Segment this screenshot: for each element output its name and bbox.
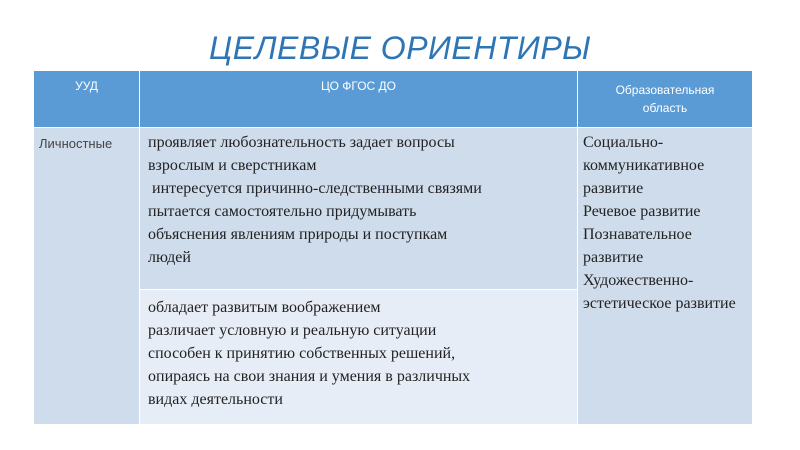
- header-uud: УУД: [34, 71, 140, 128]
- header-fgos: ЦО ФГОС ДО: [140, 71, 578, 128]
- fgos-line: опираясь на свои знания и умения в различных: [148, 368, 471, 385]
- header-area: Образовательная область: [578, 71, 753, 128]
- table-header-row: [34, 71, 753, 128]
- fgos-line: видах деятельности: [148, 391, 283, 408]
- targets-table: [33, 70, 753, 425]
- area-item: Социально-коммуникативное развитие: [583, 134, 705, 197]
- area-item: Речевое развитие: [583, 203, 701, 220]
- fgos-line: взрослым и сверстникам: [148, 157, 317, 174]
- fgos-line: проявляет любознательность задает вопросы: [148, 134, 455, 151]
- area-item: Художественно-эстетическое развитие: [583, 272, 736, 312]
- table-row: [34, 128, 753, 290]
- fgos-cell-1: [140, 128, 578, 290]
- fgos-line: интересуется причинно-следственными связями: [148, 180, 482, 197]
- fgos-line: пытается самостоятельно придумывать: [148, 203, 417, 220]
- fgos-line: способен к принятию собственных решений,: [148, 345, 456, 362]
- area-item: Познавательное развитие: [583, 226, 692, 266]
- fgos-line: обладает развитым воображением: [148, 299, 381, 316]
- uud-cell: Личностные: [34, 128, 140, 425]
- area-cell: [578, 128, 753, 425]
- fgos-line: различает условную и реальную ситуации: [148, 322, 437, 339]
- fgos-line: объяснения явлениям природы и поступкам: [148, 226, 448, 243]
- fgos-cell-2: [140, 290, 578, 425]
- fgos-line: людей: [148, 249, 191, 266]
- page-title: ЦЕЛЕВЫЕ ОРИЕНТИРЫ: [208, 30, 592, 66]
